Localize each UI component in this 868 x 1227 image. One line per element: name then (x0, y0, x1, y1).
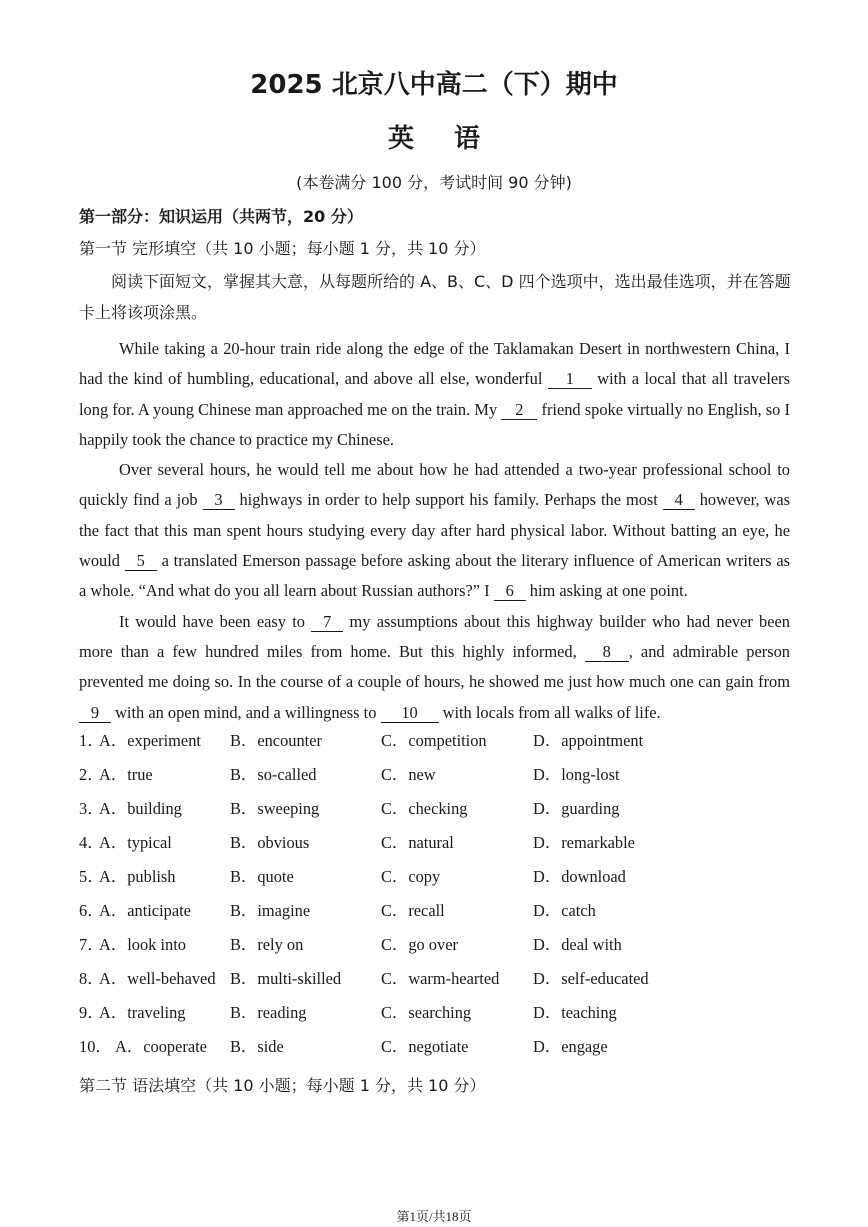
passage-text: friend spoke virtually no English, so I happily took the chance to practice my Chinese. (79, 399, 790, 449)
question-options-7 (79, 931, 790, 965)
question-options-3 (79, 795, 790, 829)
option-d: D．self-educated (533, 969, 649, 988)
option-b: B．obvious (230, 833, 310, 852)
passage-paragraph (79, 334, 790, 455)
option-c: C．competition (381, 731, 487, 750)
passage-text: however, was the fact that this man spent hours studying every day after hard physical labor. Without batting an eye, he would (79, 490, 790, 571)
question-number: 9． (79, 1003, 104, 1022)
question-number: 3． (79, 799, 104, 818)
option-a: A．true (99, 765, 153, 784)
option-d: D．guarding (533, 799, 620, 818)
passage-text: with locals from all walks of life. (438, 702, 661, 722)
option-a: A．publish (99, 867, 176, 886)
question-options-2 (79, 761, 790, 795)
question-options-5 (79, 863, 790, 897)
passage-text: , and admirable person prevented me doing so. In the course of a couple of hours, he showed me just how much one can gain from (79, 641, 790, 692)
page-number: 第1页/共18页 (396, 1209, 472, 1224)
question-number: 6． (79, 901, 104, 920)
option-c: C．natural (381, 833, 454, 852)
option-d: D．appointment (533, 731, 644, 750)
option-a: A．look into (99, 935, 186, 954)
option-a: A．traveling (99, 1003, 186, 1022)
passage-text: a translated Emerson passage before asking about the literary influence of American writers as a whole. “And what do you all learn about Russian authors?” I (79, 551, 790, 601)
option-c: C．searching (381, 1003, 472, 1022)
passage-text: him asking at one point. (525, 581, 688, 601)
option-d: D．deal with (533, 935, 622, 954)
section2-heading: 第二节 语法填空（共 10 小题；每小题 1 分，共 10 分） (79, 1076, 486, 1095)
question-number: 4． (79, 833, 104, 852)
option-b: B．imagine (230, 901, 311, 920)
blank-4: 4 (663, 491, 695, 510)
option-c: C．new (381, 765, 436, 784)
option-c: C．checking (381, 799, 468, 818)
option-d: D．catch (533, 901, 596, 920)
passage-text: with a local that all travelers long for. A young Chinese man approached me on the train. My (79, 369, 790, 419)
part-heading: 第一部分：知识运用（共两节，20 分） (79, 207, 363, 226)
option-b: B．rely on (230, 935, 304, 954)
option-b: B．quote (230, 867, 294, 886)
blank-5: 5 (125, 552, 157, 571)
blank-3: 3 (203, 491, 235, 510)
exam-title: 2025 北京八中高二（下）期中 (250, 70, 618, 100)
option-d: D．remarkable (533, 833, 635, 852)
passage-text: highways in order to help support his family. Perhaps the most (234, 490, 663, 510)
option-c: C．warm-hearted (381, 969, 500, 988)
option-b: B．sweeping (230, 799, 320, 818)
question-number: 5． (79, 867, 104, 886)
passage-text: with an open mind, and a willingness to (111, 702, 381, 722)
option-b: B．side (230, 1037, 284, 1056)
blank-1: 1 (548, 370, 592, 389)
option-a: A．cooperate (115, 1037, 207, 1056)
option-a: A．anticipate (99, 901, 191, 920)
option-a: A．experiment (99, 731, 201, 750)
option-d: D．download (533, 867, 626, 886)
option-b: B．so-called (230, 765, 317, 784)
option-c: C．recall (381, 901, 445, 920)
blank-6: 6 (494, 582, 526, 601)
blank-8: 8 (585, 643, 629, 662)
question-options-8 (79, 965, 790, 999)
passage-text: Over several hours, he would tell me about how he had attended a two-year professional school to quickly find a job (79, 460, 790, 510)
option-a: A．well-behaved (99, 969, 216, 988)
blank-10: 10 (381, 704, 439, 723)
option-a: A．building (99, 799, 182, 818)
question-options-10 (79, 1033, 790, 1067)
blank-9: 9 (79, 704, 111, 723)
cloze-passage (79, 334, 790, 728)
question-number: 10． (79, 1037, 112, 1056)
exam-note: (本卷满分 100 分，考试时间 90 分钟) (296, 173, 572, 192)
question-number: 1． (79, 731, 104, 750)
question-number: 7． (79, 935, 104, 954)
question-options-1 (79, 727, 790, 761)
passage-paragraph (79, 607, 790, 728)
question-options-9 (79, 999, 790, 1033)
option-b: B．reading (230, 1003, 307, 1022)
blank-2: 2 (501, 401, 537, 420)
question-options-4 (79, 829, 790, 863)
option-c: C．go over (381, 935, 458, 954)
answer-options (79, 727, 790, 1067)
subject-title: 英语 (387, 124, 520, 154)
option-c: C．copy (381, 867, 441, 886)
question-options-6 (79, 897, 790, 931)
option-a: A．typical (99, 833, 172, 852)
instructions: 阅读下面短文，掌握其大意，从每题所给的 A、B、C、D 四个选项中，选出最佳选项，并在答题卡上将该项涂黑。 (79, 272, 791, 322)
option-b: B．multi-skilled (230, 969, 342, 988)
question-number: 2． (79, 765, 104, 784)
option-d: D．engage (533, 1037, 608, 1056)
section1-heading: 第一节 完形填空（共 10 小题；每小题 1 分，共 10 分） (79, 239, 486, 258)
passage-text: While taking a 20-hour train ride along the edge of the Taklamakan Desert in northwestern China, I had the kind of humbling, educational, and above all else, wonderful (79, 339, 790, 389)
option-d: D．teaching (533, 1003, 617, 1022)
option-b: B．encounter (230, 731, 322, 750)
option-d: D．long-lost (533, 765, 620, 784)
blank-7: 7 (311, 613, 343, 632)
passage-paragraph (79, 455, 790, 606)
option-c: C．negotiate (381, 1037, 469, 1056)
passage-text: my assumptions about this highway builder who had never been more than a few hundred miles from home. But this highly informed, (79, 611, 790, 661)
passage-text: It would have been easy to (119, 611, 312, 631)
question-number: 8． (79, 969, 104, 988)
